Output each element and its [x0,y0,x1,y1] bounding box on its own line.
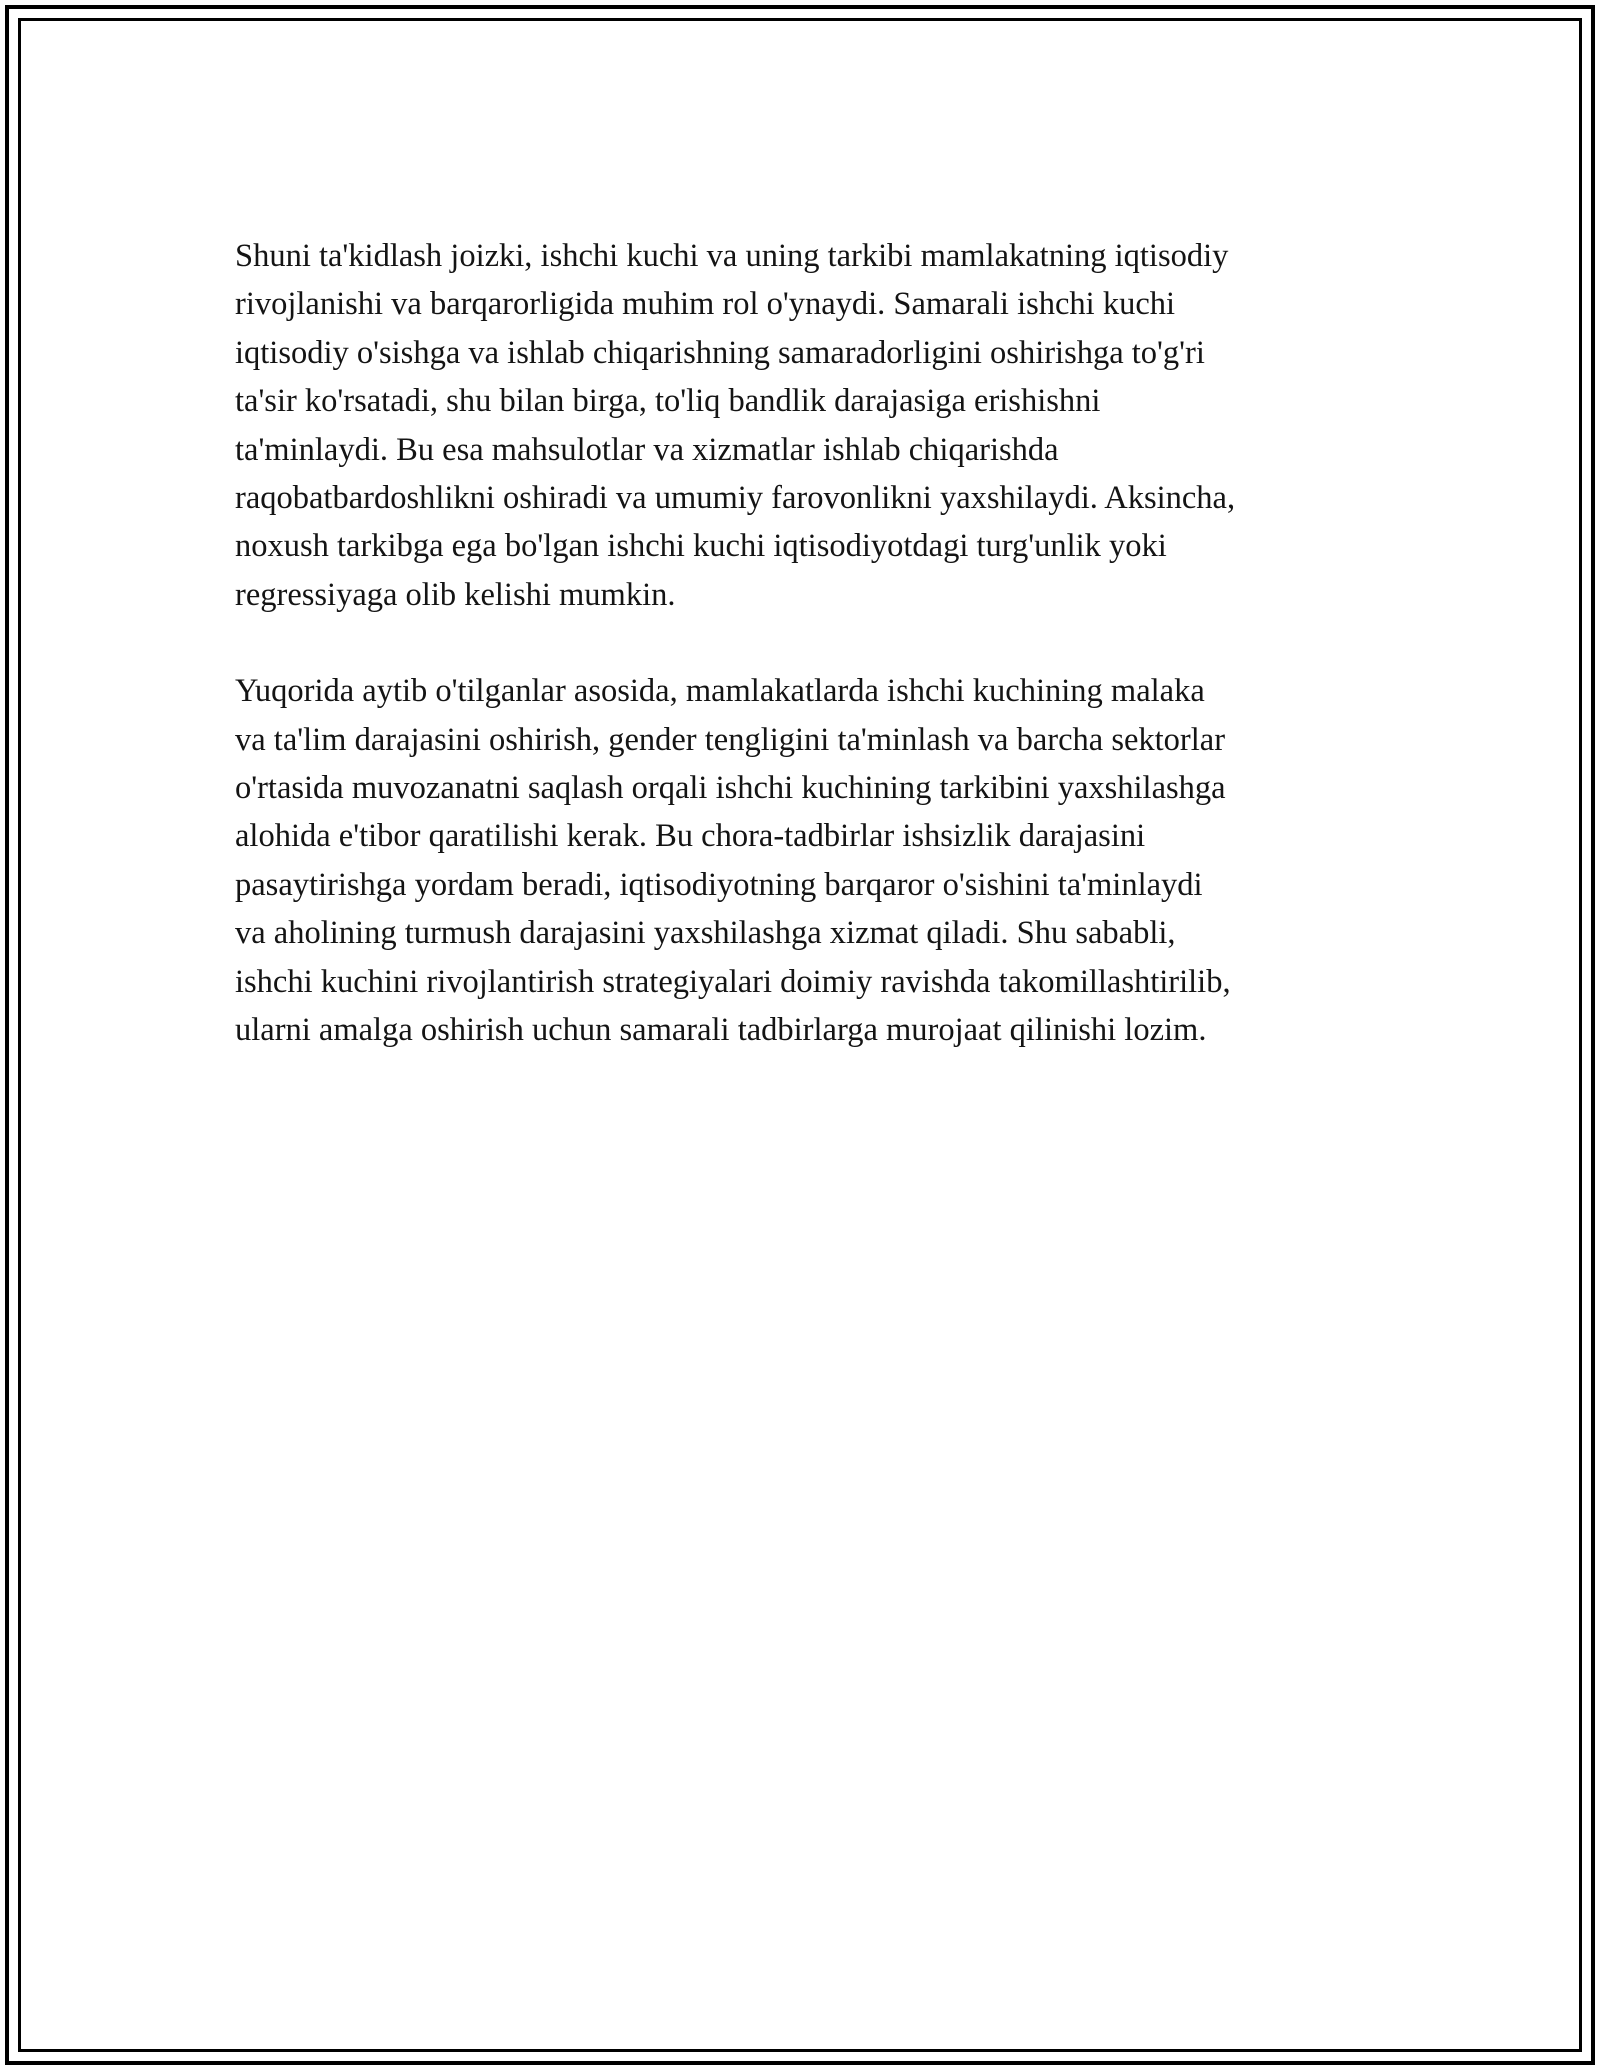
text-line: regressiyaga olib kelishi mumkin. [235,576,676,613]
paragraph [235,667,1375,1054]
text-line: Shuni ta'kidlash joizki, ishchi kuchi va uning tarkibi mamlakatning iqtisodiy [235,238,1229,274]
text-line: pasaytirishga yordam beradi, iqtisodiyotning barqaror o'sishini ta'minlaydi [235,866,1203,903]
text-line: ishchi kuchini rivojlantirish strategiyalari doimiy ravishda takomillashtirilib, [235,963,1231,1000]
text-line: rivojlanishi va barqarorligida muhim rol o'ynaydi. Samarali ishchi kuchi [235,286,1176,323]
text-line: ularni amalga oshirish uchun samarali tadbirlarga murojaat qilinishi lozim. [235,1012,1207,1049]
text-line: o'rtasida muvozanatni saqlash orqali ishchi kuchining tarkibini yaxshilashga [235,770,1226,807]
document-body [235,232,1375,1055]
text-line: va aholining turmush darajasini yaxshilashga xizmat qiladi. Shu sababli, [235,915,1176,952]
text-line: iqtisodiy o'sishga va ishlab chiqarishning samaradorligini oshirishga to'g'ri [235,334,1205,371]
text-line: ta'sir ko'rsatadi, shu bilan birga, to'liq bandlik darajasiga erishishni [235,383,1101,420]
text-line: Yuqorida aytib o'tilganlar asosida, mamlakatlarda ishchi kuchining malaka [235,673,1205,710]
text-line: va ta'lim darajasini oshirish, gender tengligini ta'minlash va barcha sektorlar [235,721,1226,758]
text-line: ta'minlaydi. Bu esa mahsulotlar va xizmatlar ishlab chiqarishda [235,431,1059,468]
text-line: alohida e'tibor qaratilishi kerak. Bu chora-tadbirlar ishsizlik darajasini [235,818,1146,855]
text-line: noxush tarkibga ega bo'lgan ishchi kuchi iqtisodiyotdagi turg'unlik yoki [235,528,1167,565]
paragraph [235,232,1375,619]
text-line: raqobatbardoshlikni oshiradi va umumiy farovonlikni yaxshilaydi. Aksincha, [235,480,1236,517]
